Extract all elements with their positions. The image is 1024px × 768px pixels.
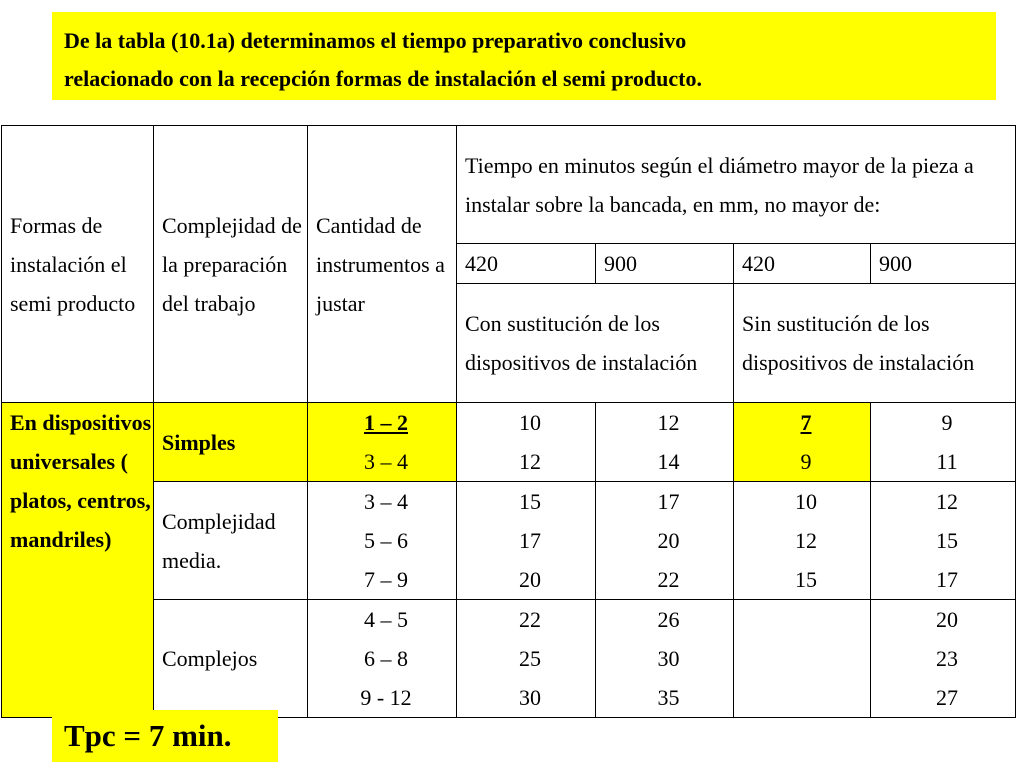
cell-media-900-con <box>596 482 734 600</box>
cell-simples-900-sin <box>871 403 1016 482</box>
header-formas: Formas de instalación el semi producto <box>2 126 154 403</box>
cell-value: 12 <box>936 489 958 514</box>
cell-media-420-con <box>457 482 596 600</box>
cantidad-value: 7 – 9 <box>364 567 408 592</box>
cell-value: 15 <box>936 528 958 553</box>
cantidad-value: 1 – 2 <box>364 410 408 435</box>
cell-complejos-420-sin-empty <box>734 600 871 718</box>
cell-value: 15 <box>795 567 817 592</box>
header-con-sustitucion: Con sustitución de los dispositivos de instalación <box>457 284 734 403</box>
complejidad-complejos: Complejos <box>154 600 308 718</box>
forma-universales: En dispositivos universales ( platos, centros, mandriles) <box>2 403 154 718</box>
diameter-900-sin: 900 <box>871 244 1016 284</box>
cell-simples-900-con <box>596 403 734 482</box>
complejidad-media: Complejidad media. <box>154 482 308 600</box>
cell-value: 17 <box>519 528 541 553</box>
cell-value: 14 <box>657 449 680 474</box>
cantidad-value: 3 – 4 <box>364 489 408 514</box>
cell-value: 12 <box>795 528 817 553</box>
cell-value: 9 <box>941 410 953 435</box>
cell-value: 10 <box>519 410 541 435</box>
selected-value: 7 <box>800 410 812 435</box>
cantidad-value: 4 – 5 <box>364 607 408 632</box>
cell-value: 26 <box>657 607 680 632</box>
cell-value: 17 <box>936 567 958 592</box>
cantidad-value: 6 – 8 <box>364 646 408 671</box>
cell-value: 9 <box>800 449 812 474</box>
diameter-420-sin: 420 <box>734 244 871 284</box>
cantidad-complejos <box>308 600 457 718</box>
cantidad-value: 3 – 4 <box>364 449 408 474</box>
cell-complejos-420-con <box>457 600 596 718</box>
cell-value: 11 <box>936 449 958 474</box>
title-line-1: De la tabla (10.1a) determinamos el tiempo preparativo conclusivo <box>64 28 687 53</box>
cell-value: 30 <box>657 646 680 671</box>
title-banner <box>52 12 996 100</box>
preparation-time-table <box>1 125 1016 718</box>
cell-value: 30 <box>519 685 541 710</box>
cantidad-value: 9 - 12 <box>360 685 412 710</box>
diameter-420-con: 420 <box>457 244 596 284</box>
cell-media-900-sin <box>871 482 1016 600</box>
title-line-2: relacionado con la recepción formas de instalación el semi producto. <box>64 66 702 91</box>
cell-value: 15 <box>519 489 541 514</box>
cell-value: 20 <box>519 567 541 592</box>
complejidad-simples: Simples <box>154 403 308 482</box>
cell-value: 10 <box>795 489 817 514</box>
header-sin-sustitucion: Sin sustitución de los dispositivos de instalación <box>734 284 1016 403</box>
diameter-900-con: 900 <box>596 244 734 284</box>
cell-value: 12 <box>657 410 680 435</box>
cell-complejos-900-sin <box>871 600 1016 718</box>
result-badge: Tpc = 7 min. <box>52 710 278 762</box>
header-complejidad: Complejidad de la preparación del trabajo <box>154 126 308 403</box>
cell-value: 20 <box>936 607 958 632</box>
cell-value: 22 <box>657 567 680 592</box>
cantidad-simples <box>308 403 457 482</box>
header-tiempo: Tiempo en minutos según el diámetro mayor de la pieza a instalar sobre la bancada, en mm, no mayor de: <box>457 126 1016 244</box>
cell-value: 17 <box>657 489 680 514</box>
cell-value: 20 <box>657 528 680 553</box>
cell-value: 25 <box>519 646 541 671</box>
cell-complejos-900-con <box>596 600 734 718</box>
cantidad-media <box>308 482 457 600</box>
cell-value: 35 <box>657 685 680 710</box>
cell-value: 22 <box>519 607 541 632</box>
header-cantidad: Cantidad de instrumentos a justar <box>308 126 457 403</box>
cantidad-value: 5 – 6 <box>364 528 408 553</box>
cell-value: 23 <box>936 646 958 671</box>
cell-media-420-sin <box>734 482 871 600</box>
cell-value: 12 <box>519 449 541 474</box>
cell-value: 27 <box>936 685 958 710</box>
cell-simples-420-con <box>457 403 596 482</box>
cell-simples-420-sin <box>734 403 871 482</box>
